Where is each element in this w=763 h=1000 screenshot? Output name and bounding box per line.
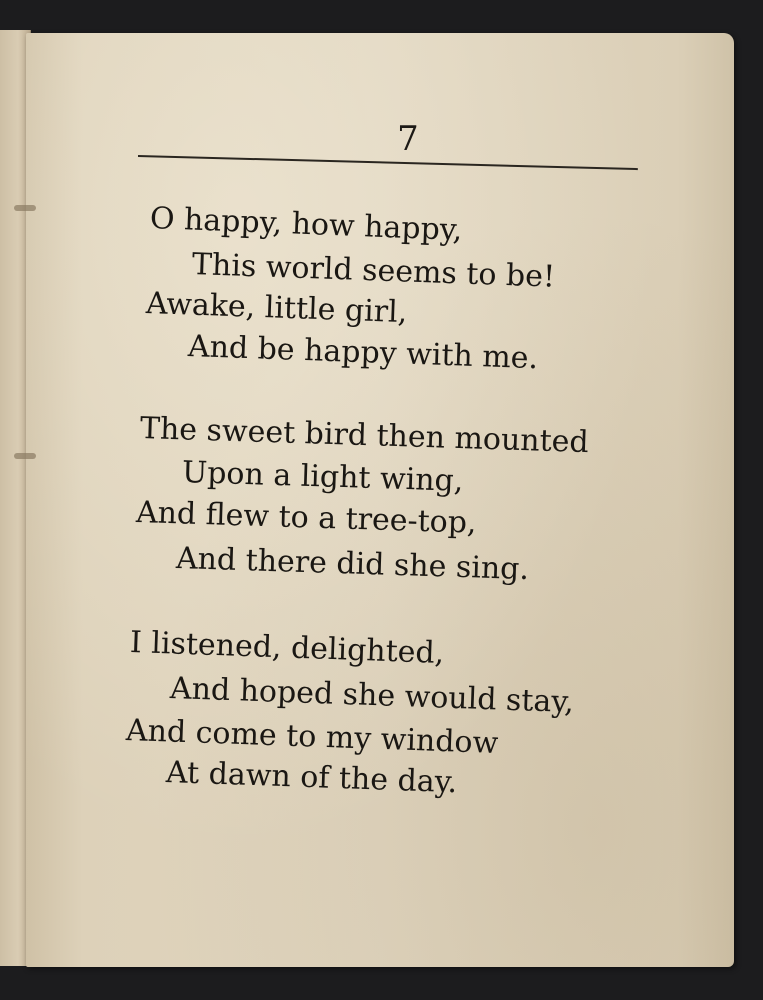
poem-line: Awake, little girl, xyxy=(145,286,408,331)
poem-line: The sweet bird then mounted xyxy=(139,411,590,461)
poem-line: Upon a light wing, xyxy=(181,455,464,499)
poem-line: I listened, delighted, xyxy=(129,625,445,671)
page-number: 7 xyxy=(397,119,419,159)
poem-line: This world seems to be! xyxy=(191,247,556,295)
poem-line: And be happy with me. xyxy=(187,329,539,377)
poem-line: And there did she sing. xyxy=(175,541,530,588)
poem-line: O happy, how happy, xyxy=(149,201,463,248)
poem-line: At dawn of the day. xyxy=(165,755,458,801)
poem-line: And come to my window xyxy=(125,713,499,761)
poem-line: And flew to a tree-top, xyxy=(135,495,478,541)
book-page xyxy=(26,33,734,967)
poem-line: And hoped she would stay, xyxy=(169,671,575,721)
poem xyxy=(26,33,734,967)
